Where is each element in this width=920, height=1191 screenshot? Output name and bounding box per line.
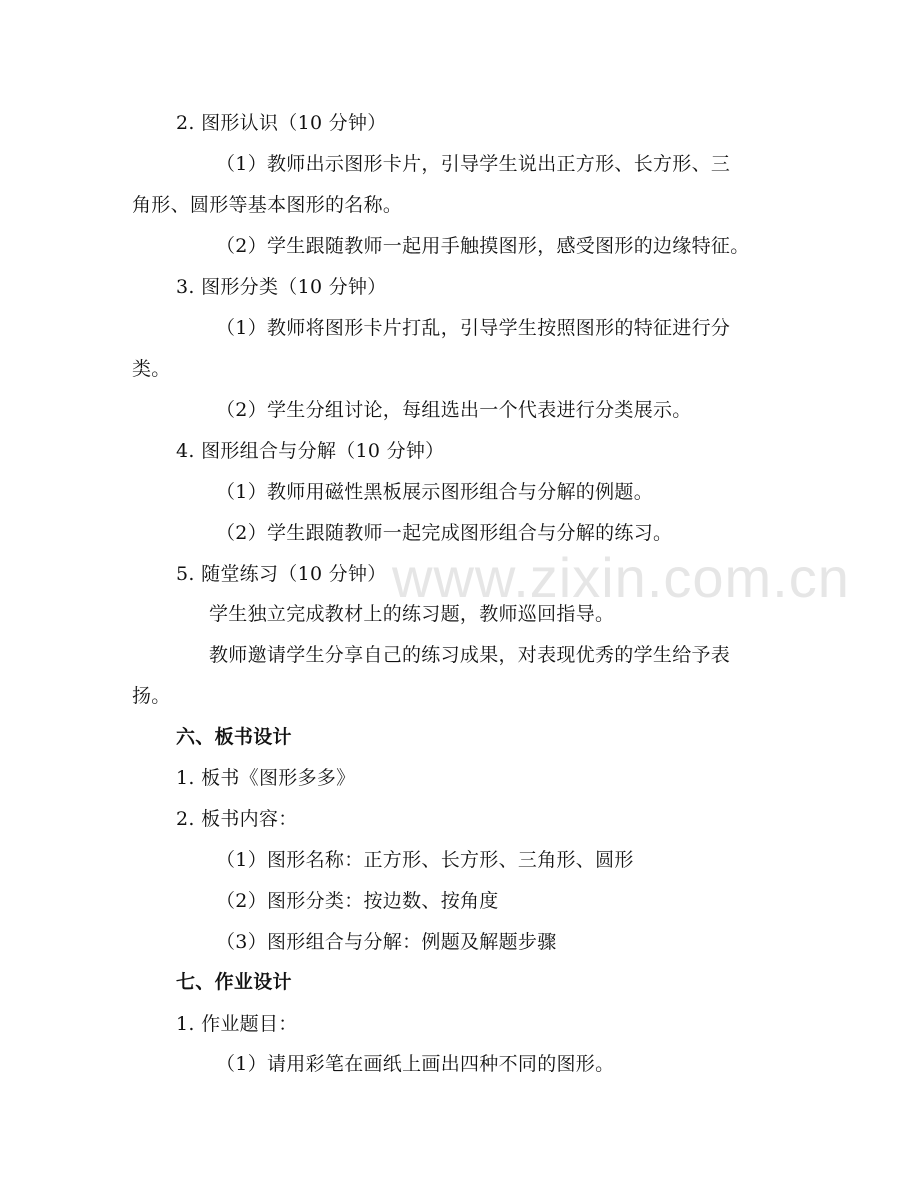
item3-sub2: （2）学生分组讨论，每组选出一个代表进行分类展示。 (216, 399, 692, 421)
item2-sub2: （2）学生跟随教师一起用手触摸图形，感受图形的边缘特征。 (216, 235, 750, 257)
item4-title: 4. 图形组合与分解（10 分钟） (176, 440, 445, 462)
section-6-item2: 2. 板书内容： (176, 808, 298, 830)
item5-para1: 学生独立完成教材上的练习题，教师巡回指导。 (209, 603, 615, 625)
section-7-heading: 七、作业设计 (176, 971, 292, 993)
section-6-sub3: （3）图形组合与分解：例题及解题步骤 (216, 931, 557, 953)
section-6-sub2: （2）图形分类：按边数、按角度 (216, 890, 499, 912)
item5-para2-line1: 教师邀请学生分享自己的练习成果，对表现优秀的学生给予表 (209, 644, 731, 666)
item4-sub1: （1）教师用磁性黑板展示图形组合与分解的例题。 (216, 481, 653, 503)
item2-sub1-line1: （1）教师出示图形卡片，引导学生说出正方形、长方形、三 (216, 153, 731, 175)
item3-sub1-line2: 类。 (132, 358, 171, 380)
section-7-item1: 1. 作业题目： (176, 1013, 298, 1035)
section-7-sub1: （1）请用彩笔在画纸上画出四种不同的图形。 (216, 1053, 615, 1075)
item5-para2-line2: 扬。 (132, 685, 171, 707)
section-6-heading: 六、板书设计 (176, 726, 292, 748)
section-6-sub1: （1）图形名称：正方形、长方形、三角形、圆形 (216, 849, 634, 871)
item2-sub1-line2: 角形、圆形等基本图形的名称。 (132, 194, 403, 216)
item3-title: 3. 图形分类（10 分钟） (176, 276, 387, 298)
watermark: www.zixin.com.cn (392, 546, 850, 609)
item5-title: 5. 随堂练习（10 分钟） (176, 563, 387, 585)
item3-sub1-line1: （1）教师将图形卡片打乱，引导学生按照图形的特征进行分 (216, 317, 731, 339)
item2-title: 2. 图形认识（10 分钟） (176, 112, 387, 134)
item4-sub2: （2）学生跟随教师一起完成图形组合与分解的练习。 (216, 522, 673, 544)
section-6-item1: 1. 板书《图形多多》 (176, 767, 356, 789)
